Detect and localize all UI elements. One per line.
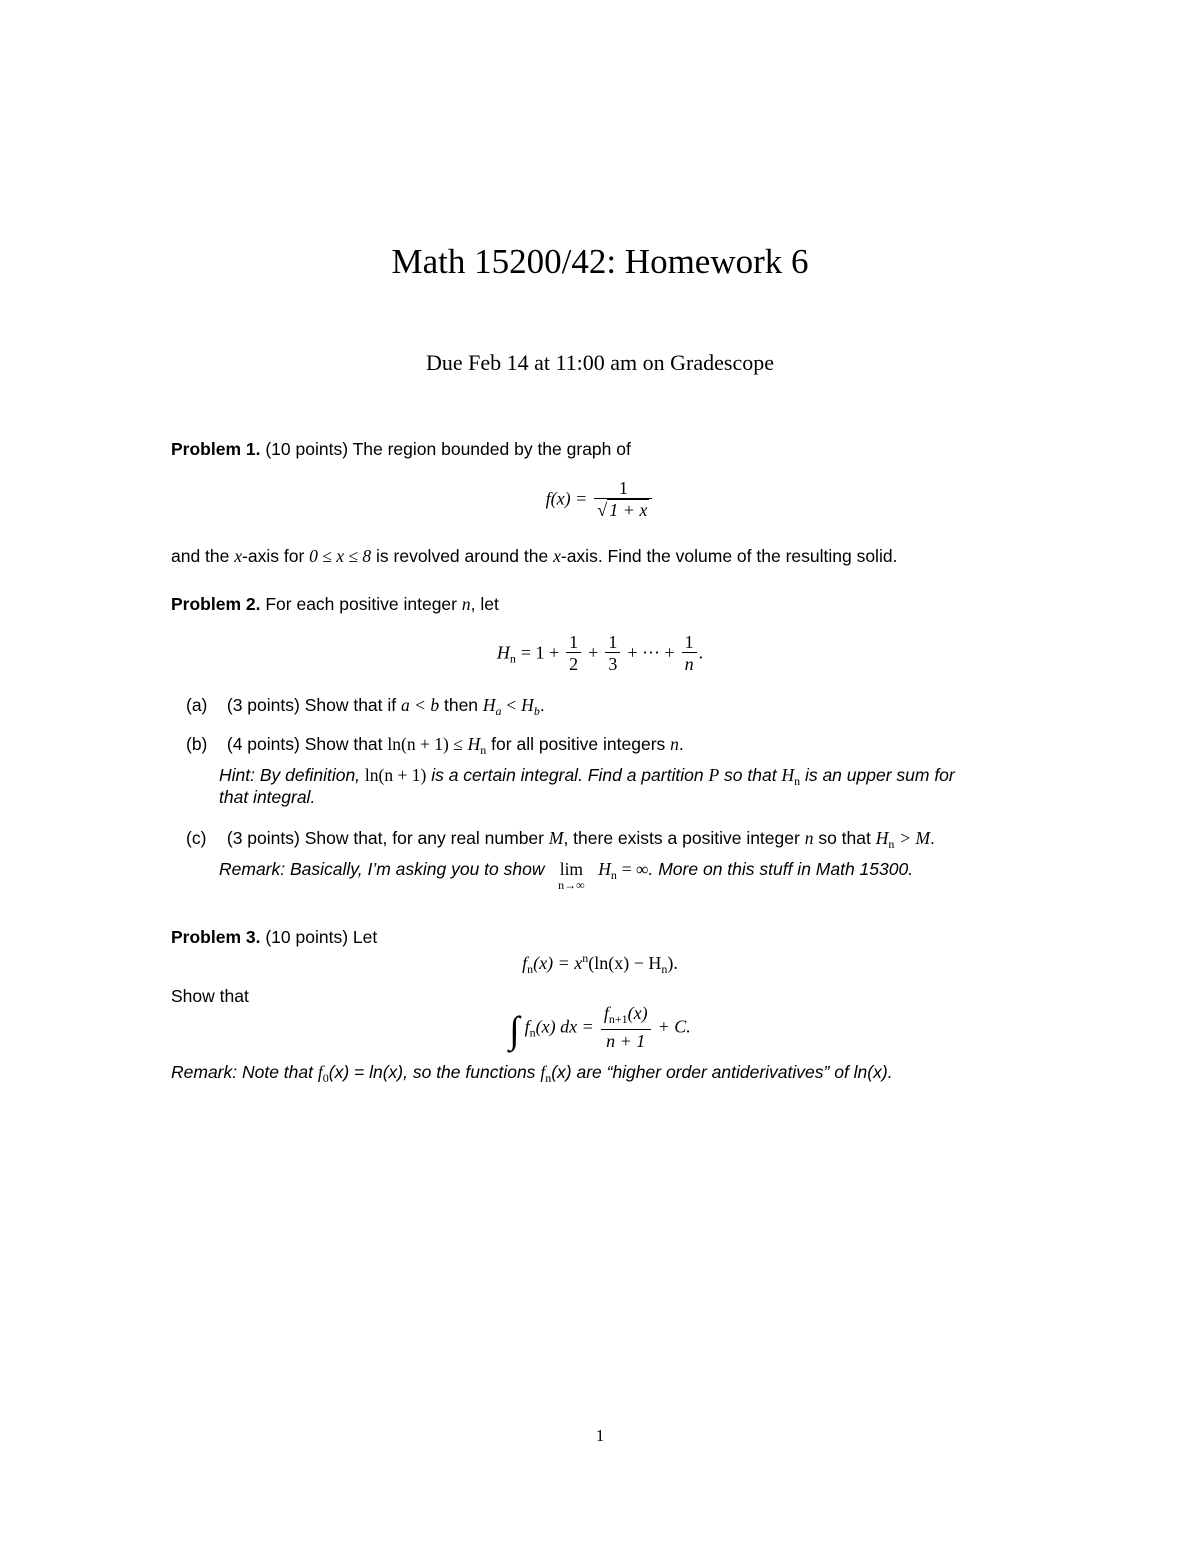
page-title: Math 15200/42: Homework 6: [391, 242, 809, 281]
problem-3-remark: Remark: Note that $f_0(x) = \ln(x)$, so the functions $f_n(x)$ are “higher order antiderivatives” of ln(x).: [171, 1062, 893, 1085]
problem-1-body: and the x-axis for 0 ≤ x ≤ 8 is revolved around the x-axis. Find the volume of the resulting solid.: [171, 546, 898, 566]
problem-3-definition: $f_n(x) = x^n(\ln(x) - H_n)$.: [522, 951, 678, 976]
problem-2-part-c-remark: Remark: Basically, I’m asking you to show lim n→∞ $H_n$ = ∞. More on this stuff in Math 15300.: [219, 859, 914, 892]
problem-1-label: Problem 1.: [171, 439, 261, 459]
problem-1-formula: [0, 478, 1200, 521]
problem-2-intro: Problem 2. For each positive integer n, let: [171, 594, 499, 614]
formula-lhs: f(x) =: [545, 488, 588, 509]
limit-operator: lim n→∞: [558, 859, 585, 892]
problem-3-show-that: Show that: [171, 986, 249, 1006]
problem-2-part-a: (a) (3 points) Show that if a < b then $H_a < H_b$.: [186, 695, 545, 718]
problem-3-integral: ∫ $f_n(x)$ dx = $\frac{f_{n+1}(x)}{n + 1}$ + C.: [509, 1003, 691, 1052]
problem-2-formula: $H_n = 1$ + $\frac{1}{2}$ + $\frac{1}{3}$ + ··· + $\frac{1}{n}$ .: [496, 632, 704, 674]
integral-sign: ∫: [509, 1009, 520, 1052]
formula-fraction: $\frac{1}{√ 1 + x}$: [594, 478, 652, 521]
problem-1-intro-text: (10 points) The region bounded by the graph of: [265, 439, 631, 459]
sqrt-radicand: 1 + x: [609, 500, 648, 520]
problem-2-part-b-hint-line2: that integral.: [219, 787, 316, 807]
problem-1-intro: [171, 438, 631, 460]
problem-3-label: Problem 3.: [171, 927, 261, 947]
problem-2-part-b-hint-line1: Hint: By definition, ln(n + 1) is a certain integral. Find a partition P so that $H_n$ is an upper sum for: [219, 765, 955, 788]
due-date: Due Feb 14 at 11:00 am on Gradescope: [425, 350, 775, 375]
problem-2-label: Problem 2.: [171, 594, 261, 614]
problem-2-part-b: (b) (4 points) Show that $\ln(n + 1) \le H_n$ for all positive integers n.: [186, 734, 684, 757]
problem-2-part-c: (c) (3 points) Show that, for any real number M, there exists a positive integer n so that $H_n > M$.: [186, 828, 935, 851]
problem-3-intro: Problem 3. (10 points) Let: [171, 927, 378, 947]
page-number: 1: [595, 1426, 605, 1445]
